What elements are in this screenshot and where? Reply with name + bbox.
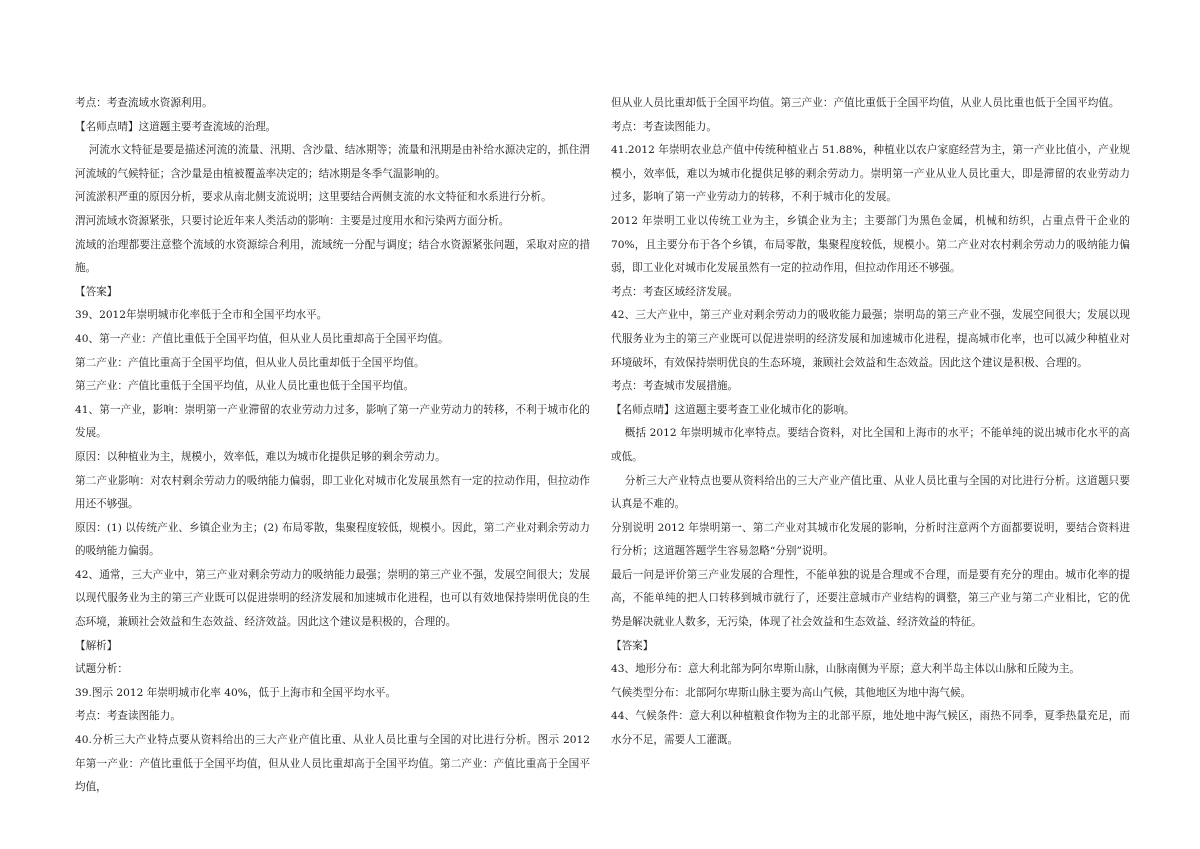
paragraph: 最后一问是评价第三产业发展的合理性，不能单独的说是合理或不合理，而是要有充分的理由。城市化率的提高，不能单纯的把人口转移到城市就行了，还要注意城市产业结构的调整，第三产业与第二产业相比，它的优势是解决就业人数多，无污染，体现了社会效益和生态效益、经济效益的特征。: [611, 568, 1130, 629]
paragraph: 41、第一产业，影响：崇明第一产业滞留的农业劳动力过多，影响了第一产业劳动力的转移，不利于城市化的发展。: [75, 403, 590, 440]
section-heading: 【答案】: [611, 639, 654, 652]
paragraph: 考点：考查读图能力。: [75, 710, 181, 723]
paragraph: 40、第一产业：产值比重低于全国平均值，但从业人员比重却高于全国平均值。: [75, 332, 449, 345]
paragraph: 原因：以种植业为主，规模小，效率低，难以为城市化提供足够的剩余劳动力。: [75, 450, 446, 463]
paragraph: 39.图示 2012 年崇明城市化率 40%，低于上海市和全国平均水平。: [75, 686, 397, 699]
section-heading: 【解析】: [75, 639, 118, 652]
paragraph: 考点：考查流域水资源利用。: [75, 97, 213, 109]
paragraph: 44、气候条件：意大利以种植粮食作物为主的北部平原，地处地中海气候区，雨热不同季，夏季热量充足，而水分不足，需要人工灌溉。: [611, 710, 1130, 747]
paragraph: 【名师点晴】这道题主要考查工业化城市化的影响。: [611, 403, 855, 416]
paragraph: 考点：考查区域经济发展。: [611, 285, 739, 298]
left-column: [75, 92, 590, 800]
paragraph: 39、2012年崇明城市化率低于全市和全国平均水平。: [75, 309, 328, 322]
paragraph: 第二产业：产值比重高于全国平均值，但从业人员比重却低于全国平均值。: [75, 356, 425, 369]
right-column: [611, 92, 1130, 753]
paragraph: 原因：(1) 以传统产业、乡镇企业为主；(2) 布局零散，集聚程度较低，规模小。因此，第二产业对剩余劳动力的吸纳能力偏弱。: [75, 521, 590, 558]
paragraph: 渭河流域水资源紧张，只要讨论近年来人类活动的影响：主要是过度用水和污染两方面分析。: [75, 214, 510, 227]
paragraph: 42、通常，三大产业中，第三产业对剩余劳动力的吸纳能力最强；崇明的第三产业不强，发展空间很大；发展以现代服务业为主的第三产业既可以促进崇明的经济发展和加速城市化进程，也可以有效地保持崇明优良的生态环境，兼顾社会效益和生态效益、经济效益。因此这个建议是积极的，合理的。: [75, 568, 590, 629]
paragraph: 流域的治理都要注意整个流域的水资源综合利用，流域统一分配与调度；结合水资源紧张问题，采取对应的措施。: [75, 238, 590, 275]
paragraph: 考点：考查读图能力。: [611, 120, 717, 133]
paragraph: 概括 2012 年崇明城市化率特点。要结合资料，对比全国和上海市的水平；不能单纯的说出城市化水平的高或低。: [611, 427, 1130, 463]
section-heading: 【答案】: [75, 285, 118, 298]
paragraph: 第三产业：产值比重低于全国平均值，从业人员比重也低于全国平均值。: [75, 380, 414, 393]
paragraph: 43、地形分布：意大利北部为阿尔卑斯山脉，山脉南侧为平原；意大利半岛主体以山脉和丘陵为主。: [611, 663, 1081, 676]
paragraph: 河流淤积严重的原因分析，要求从南北侧支流说明；这里要结合两侧支流的水文特征和水系进行分析。: [75, 191, 552, 204]
paragraph: 气候类型分布：北部阿尔卑斯山脉主要为高山气候，其他地区为地中海气候。: [611, 686, 972, 699]
paragraph: 41.2012 年崇明农业总产值中传统种植业占 51.88%，种植业以农户家庭经营为主，第一产业比值小，产业规模小，效率低，难以为城市化提供足够的剩余劳动力。崇明第一产业从业人员比重大，即是滞留的农业劳动力过多，影响了第一产业劳动力的转移，不利于城市化的发展。: [611, 144, 1130, 204]
paragraph: 2012 年崇明工业以传统工业为主，乡镇企业为主；主要部门为黑色金属，机械和纺织，占重点骨干企业的 70%，且主要分布于各个乡镇，布局零散，集聚程度较低，规模小。第二产业对农村剩余劳动力的吸纳能力偏弱，即工业化对城市化发展虽然有一定的拉动作用，但拉动作用还不够强。: [611, 214, 1130, 275]
paragraph: 40.分析三大产业特点要从资料给出的三大产业产值比重、从业人员比重与全国的对比进行分析。图示 2012 年第一产业：产值比重低于全国平均值，但从业人员比重却高于全国平均值。第二产业：产值比重高于全国平均值，: [75, 734, 590, 794]
paragraph: 河流水文特征是要是描述河流的流量、汛期、含沙量、结冰期等；流量和汛期是由补给水源决定的，抓住渭河流域的气候特征；含沙量是由植被覆盖率决定的；结冰期是冬季气温影响的。: [75, 144, 590, 180]
paragraph: 考点：考查城市发展措施。: [611, 380, 739, 393]
paragraph: 分别说明 2012 年崇明第一、第二产业对其城市化发展的影响，分析时注意两个方面都要说明，要结合资料进行分析；这道题答题学生容易忽略“分别”说明。: [611, 521, 1130, 558]
paragraph: 分析三大产业特点也要从资料给出的三大产业产值比重、从业人员比重与全国的对比进行分析。这道题只要认真是不难的。: [611, 474, 1130, 511]
paragraph: 【名师点晴】这道题主要考查流域的治理。: [75, 120, 277, 133]
paragraph: 第二产业影响：对农村剩余劳动力的吸纳能力偏弱，即工业化对城市化发展虽然有一定的拉动作用，但拉动作用还不够强。: [75, 474, 590, 511]
paragraph: 试题分析：: [75, 663, 128, 676]
paragraph: 但从业人员比重却低于全国平均值。第三产业：产值比重低于全国平均值，从业人员比重也低于全国平均值。: [611, 97, 1120, 109]
paragraph: 42、三大产业中，第三产业对剩余劳动力的吸收能力最强；崇明岛的第三产业不强，发展空间很大；发展以现代服务业为主的第三产业既可以促进崇明的经济发展和加速城市化进程，提高城市化率，也可以减少种植业对环境破坏，有效保持崇明优良的生态环境，兼顾社会效益和生态效益。因此这个建议是积极、合理的。: [611, 309, 1130, 369]
